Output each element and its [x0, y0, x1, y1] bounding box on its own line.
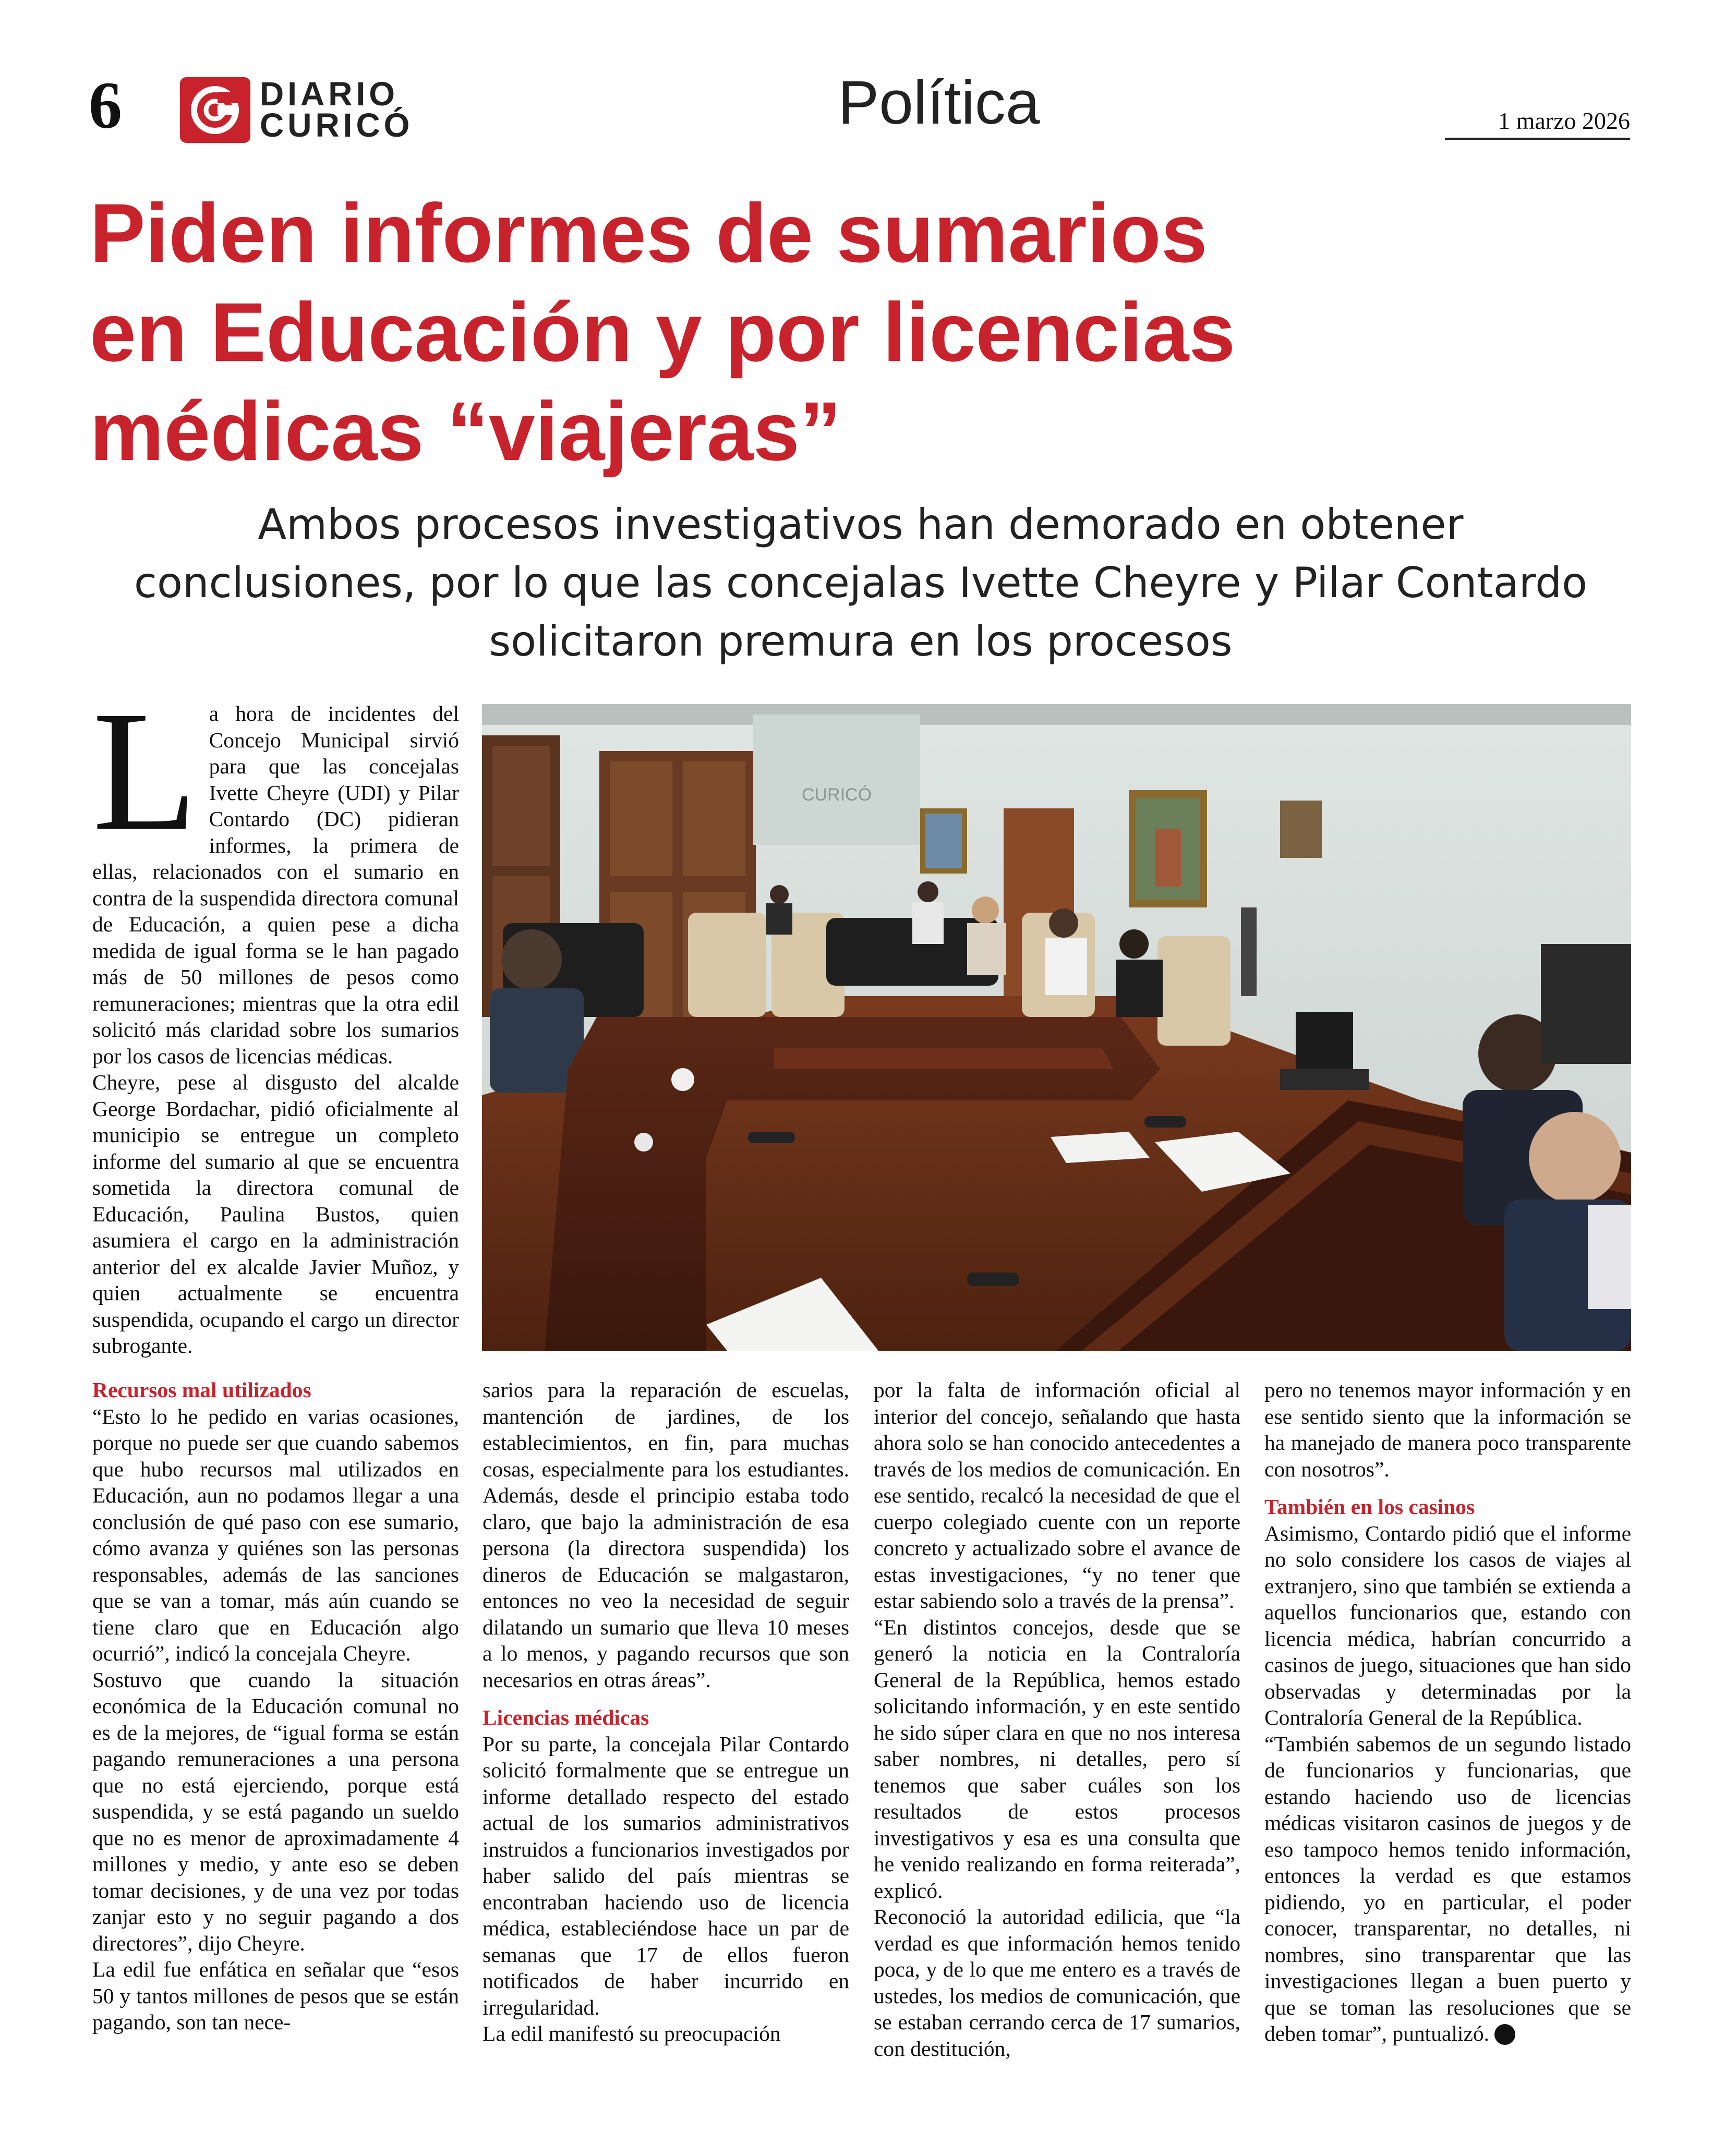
body-paragraph: Reconoció la autoridad edilicia, que “la verdad es que información hemos tenido poca, y de lo que me entero es a través de ustedes, los medios de comunicación, que se estaban cerrando cerca de 17 sumarios, con destitución, [874, 1905, 1240, 2061]
body-paragraph: La edil fue enfática en señalar que “esos 50 y tantos millones de pesos que se están pagando, son tan nece- [92, 1957, 459, 2034]
intro-paragraph: a hora de incidentes del Concejo Municipal sirvió para que las concejalas Ivette Cheyre (UDI) y Pilar Contardo (DC) pidieran informes, la primera de ellas, relacionados con el sumario en contra de la suspendida directora comunal de Educación, a quien pese a dicha medida de igual forma se le han pagado más de 50 millones de pesos como remuneraciones; mientras que la otra edil solicitó más claridad sobre los sumarios por los casos de licencias médicas. [92, 701, 459, 1068]
end-of-article-icon [1494, 2024, 1515, 2045]
deck-line: conclusiones, por lo que las concejalas Ivette Cheyre y Pilar Contardo [134, 559, 1588, 607]
deck-subtitle [89, 495, 1633, 671]
section-title: Política [838, 68, 1040, 137]
article-column-3 [874, 1377, 1240, 2062]
headline-line: en Educación y por licencias [90, 285, 1236, 379]
intro-paragraph: Cheyre, pese al disgusto del alcalde George Bordachar, pidió oficialmente al municipio se entregue un completo informe del sumario al que se encuentra sometida la directora comunal de Educación, Paulina Bustos, quien asumiera el cargo en la administración anterior del ex alcalde Javier Muñoz, y quien actualmente se encuentra suspendida, ocupando el cargo un director subrogante. [92, 1070, 459, 1358]
drop-cap: L [92, 676, 198, 866]
body-paragraph: “En distintos concejos, desde que se generó la noticia en la Contraloría General de la República, hemos estado solicitando información, y en este sentido he sido súper clara en que no nos interesa saber nombres, ni detalles, pero sí tenemos que saber cuáles son los resultados de estos procesos investigativos y esa es una consulta que he venido realizando en forma reiterada”, explicó. [874, 1615, 1240, 1903]
issue-date: 1 marzo 2026 [1445, 107, 1630, 140]
page-number: 6 [89, 68, 122, 142]
brand-line-2: CURICÓ [260, 106, 414, 144]
body-paragraph: Sostuvo que cuando la situación económica de la Educación comunal no es de la mejores, de “igual forma se están pagando remuneraciones a una persona que no está ejerciendo, porque está suspendida, y se está pagando un sueldo que no es menor de aproximadamente 4 millones y medio, y ante eso se deben tomar decisiones, y de una vez por todas zanjar esto y no seguir pagando a dos directores”, dijo Cheyre. [92, 1667, 459, 1955]
headline-line: Piden informes de sumarios [90, 186, 1208, 280]
body-paragraph: Por su parte, la concejala Pilar Contardo solicitó formalmente que se entregue un informe detallado respecto del estado actual de los sumarios administrativos instruidos a funcionarios investigados por haber salido del país mientras se encontraban haciendo uso de licencia médica, estableciéndose hace un par de semanas que 17 de ellos fueron notificados de haber incurrido en irregularidad. [482, 1731, 849, 2019]
body-paragraph: por la falta de información oficial al interior del concejo, señalando que hasta ahora solo se han conocido antecedentes a través de los medios de comunicación. En ese sentido, recalcó la necesidad de que el cuerpo colegiado cuente con un reporte concreto y actualizado sobre el avance de estas investigaciones, “y no tener que estar sabiendo solo a través de la prensa”. [874, 1378, 1240, 1613]
deck-line: solicitaron premura en los procesos [489, 617, 1233, 665]
body-paragraph: La edil manifestó su preocupación [482, 2021, 781, 2045]
body-paragraph [1264, 1731, 1631, 2047]
subheading-recursos: Recursos mal utilizados [92, 1378, 311, 1402]
subheading-licencias: Licencias médicas [482, 1705, 649, 1729]
article-column-1 [92, 1377, 459, 2036]
subheading-casinos: También en los casinos [1264, 1495, 1475, 1519]
final-paragraph-text: “También sabemos de un segundo listado de funcionarios y funcionarias, que estando haciendo uso de licencias médicas visitaron casinos de juegos y de eso tampoco hemos tenido información, entonces la verdad es que estamos pidiendo, yo en particular, el poder conocer, transparentar, no detalles, ni nombres, sino transparentar que las investigaciones llegan a buen puerto y que se toman las resoluciones que se deben tomar”, puntualizó. [1264, 1731, 1631, 2045]
headline-line: médicas “viajeras” [90, 384, 841, 478]
screen-logo-text: CURICÓ [801, 785, 872, 805]
body-paragraph: “Esto lo he pedido en varias ocasiones, porque no puede ser que cuando sabemos que hubo recursos mal utilizados en Educación, aun no podamos llegar a una conclusión de qué paso con ese sumario, cómo avanza y quiénes son las personas responsables, además de las sanciones que se van a tomar, más aún cuando se tiene claro que en Educación algo ocurrió”, indicó la concejala Cheyre. [92, 1404, 459, 1665]
diario-curico-logo [180, 77, 250, 143]
article-column-4 [1264, 1377, 1631, 2047]
brand-name [260, 75, 414, 144]
body-paragraph: sarios para la reparación de escuelas, mantención de jardines, de los establecimientos, en fin, para muchas cosas, especialmente para los estudiantes. Además, desde el principio estaba todo claro, que bajo la administración de esa persona (la directora suspendida) los dineros de Educación se malgastaron, entonces no veo la necesidad de seguir dilatando un sumario que lleva 10 meses a lo menos, y pagando recursos que son necesarios en otras áreas”. [482, 1378, 849, 1692]
headline [90, 184, 1602, 481]
intro-column [92, 676, 459, 1359]
body-paragraph: Asimismo, Contardo pidió que el informe no solo considere los casos de viajes al extranjero, sino que también se extienda a aquellos funcionarios que, estando con licencia médica, habrían concurrido a casinos de juego, situaciones que han sido observadas y determinadas por la Contraloría General de la República. [1264, 1521, 1631, 1729]
council-meeting-photo [482, 704, 1631, 1351]
brand-line-1: DIARIO [260, 75, 399, 113]
deck-line: Ambos procesos investigativos han demorado en obtener [258, 500, 1464, 549]
article-column-2 [482, 1377, 849, 2047]
body-paragraph: pero no tenemos mayor información y en ese sentido siento que la información se ha manejado de manera poco transparente con nosotros”. [1264, 1378, 1631, 1481]
